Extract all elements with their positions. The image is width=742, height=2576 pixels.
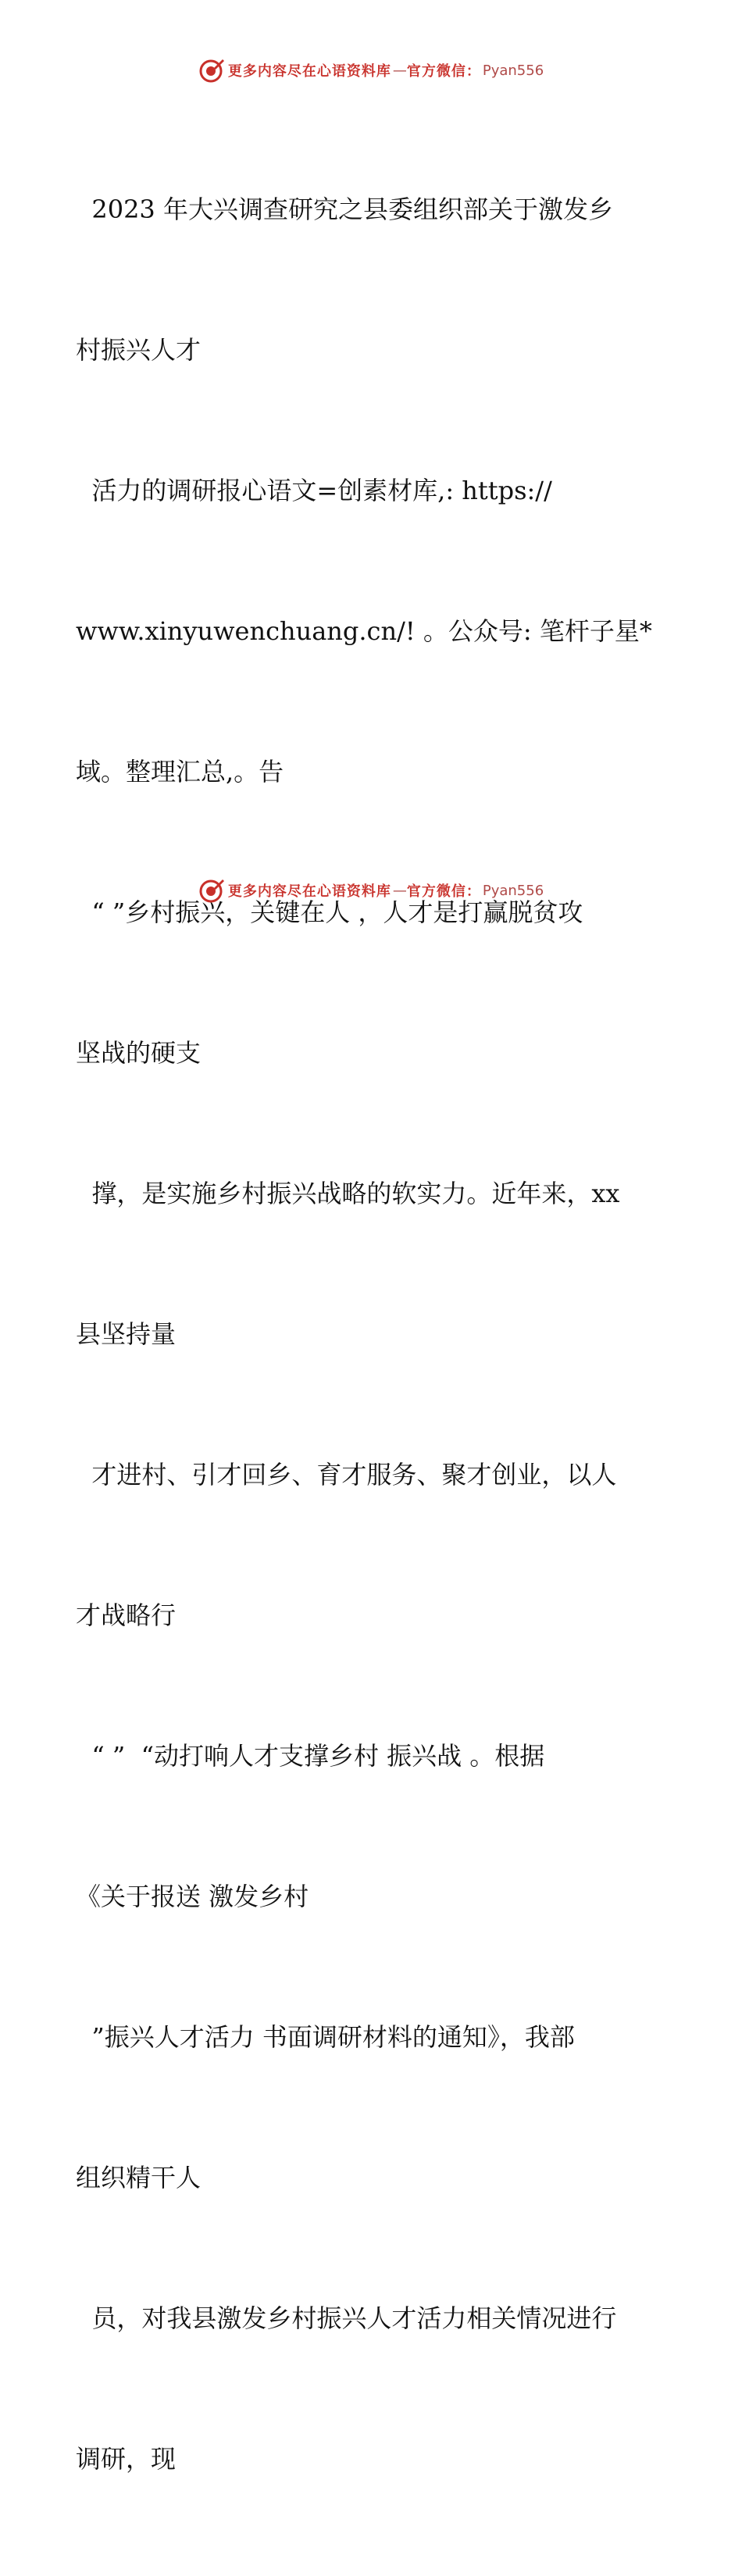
text-line: 村振兴人才	[76, 335, 202, 365]
text-line: 活力的调研报心语文=创素材库,: https://	[76, 476, 552, 505]
text-line: 才战略行	[76, 1600, 177, 1630]
text-line: “ ”乡村振兴，关键在人 ，人才是打赢脱贫攻	[76, 897, 583, 927]
text-line: 2023 年大兴调查研究之县委组织部关于激发乡	[76, 194, 613, 224]
watermark-separator: —	[392, 882, 407, 899]
text-line: ”振兴人才活力 书面调研材料的通知》，我部	[76, 2022, 575, 2052]
document-body	[76, 92, 669, 2576]
watermark-brand: 更多内容尽在心语资料库	[227, 63, 391, 80]
text-line: 组织精干人	[76, 2163, 202, 2192]
text-line: 调研，现	[76, 2444, 177, 2474]
text-line: www.xinyuwenchuang.cn/! 。公众号: 笔杆子星*	[76, 616, 652, 646]
text-line: 员，对我县激发乡村振兴人才活力相关情况进行	[76, 2303, 617, 2333]
text-line: 坚战的硬支	[76, 1038, 202, 1068]
watermark-wechat-prefix: 官方微信：	[406, 883, 481, 900]
pen-logo-icon	[198, 57, 225, 84]
watermark-wechat-id: Pyan556	[482, 882, 544, 899]
footer-watermark	[0, 875, 742, 906]
text-line: “ ” “动打响人才支撑乡村 振兴战 。根据	[76, 1741, 545, 1771]
pen-logo-icon	[198, 877, 225, 904]
watermark-brand: 更多内容尽在心语资料库	[227, 883, 391, 900]
watermark-separator: —	[392, 62, 407, 79]
text-line: 县坚持量	[76, 1319, 177, 1349]
header-watermark	[0, 55, 742, 86]
text-line: 撑，是实施乡村振兴战略的软实力。近年来，xx	[76, 1179, 620, 1208]
watermark-wechat-id: Pyan556	[482, 62, 544, 79]
text-line: 才进村、引才回乡、育才服务、聚才创业，以人	[76, 1460, 617, 1490]
watermark-wechat-prefix: 官方微信：	[406, 63, 481, 80]
text-line: 域。整理汇总,。告	[76, 757, 284, 787]
text-line: 《关于报送 激发乡村	[76, 1882, 309, 1911]
